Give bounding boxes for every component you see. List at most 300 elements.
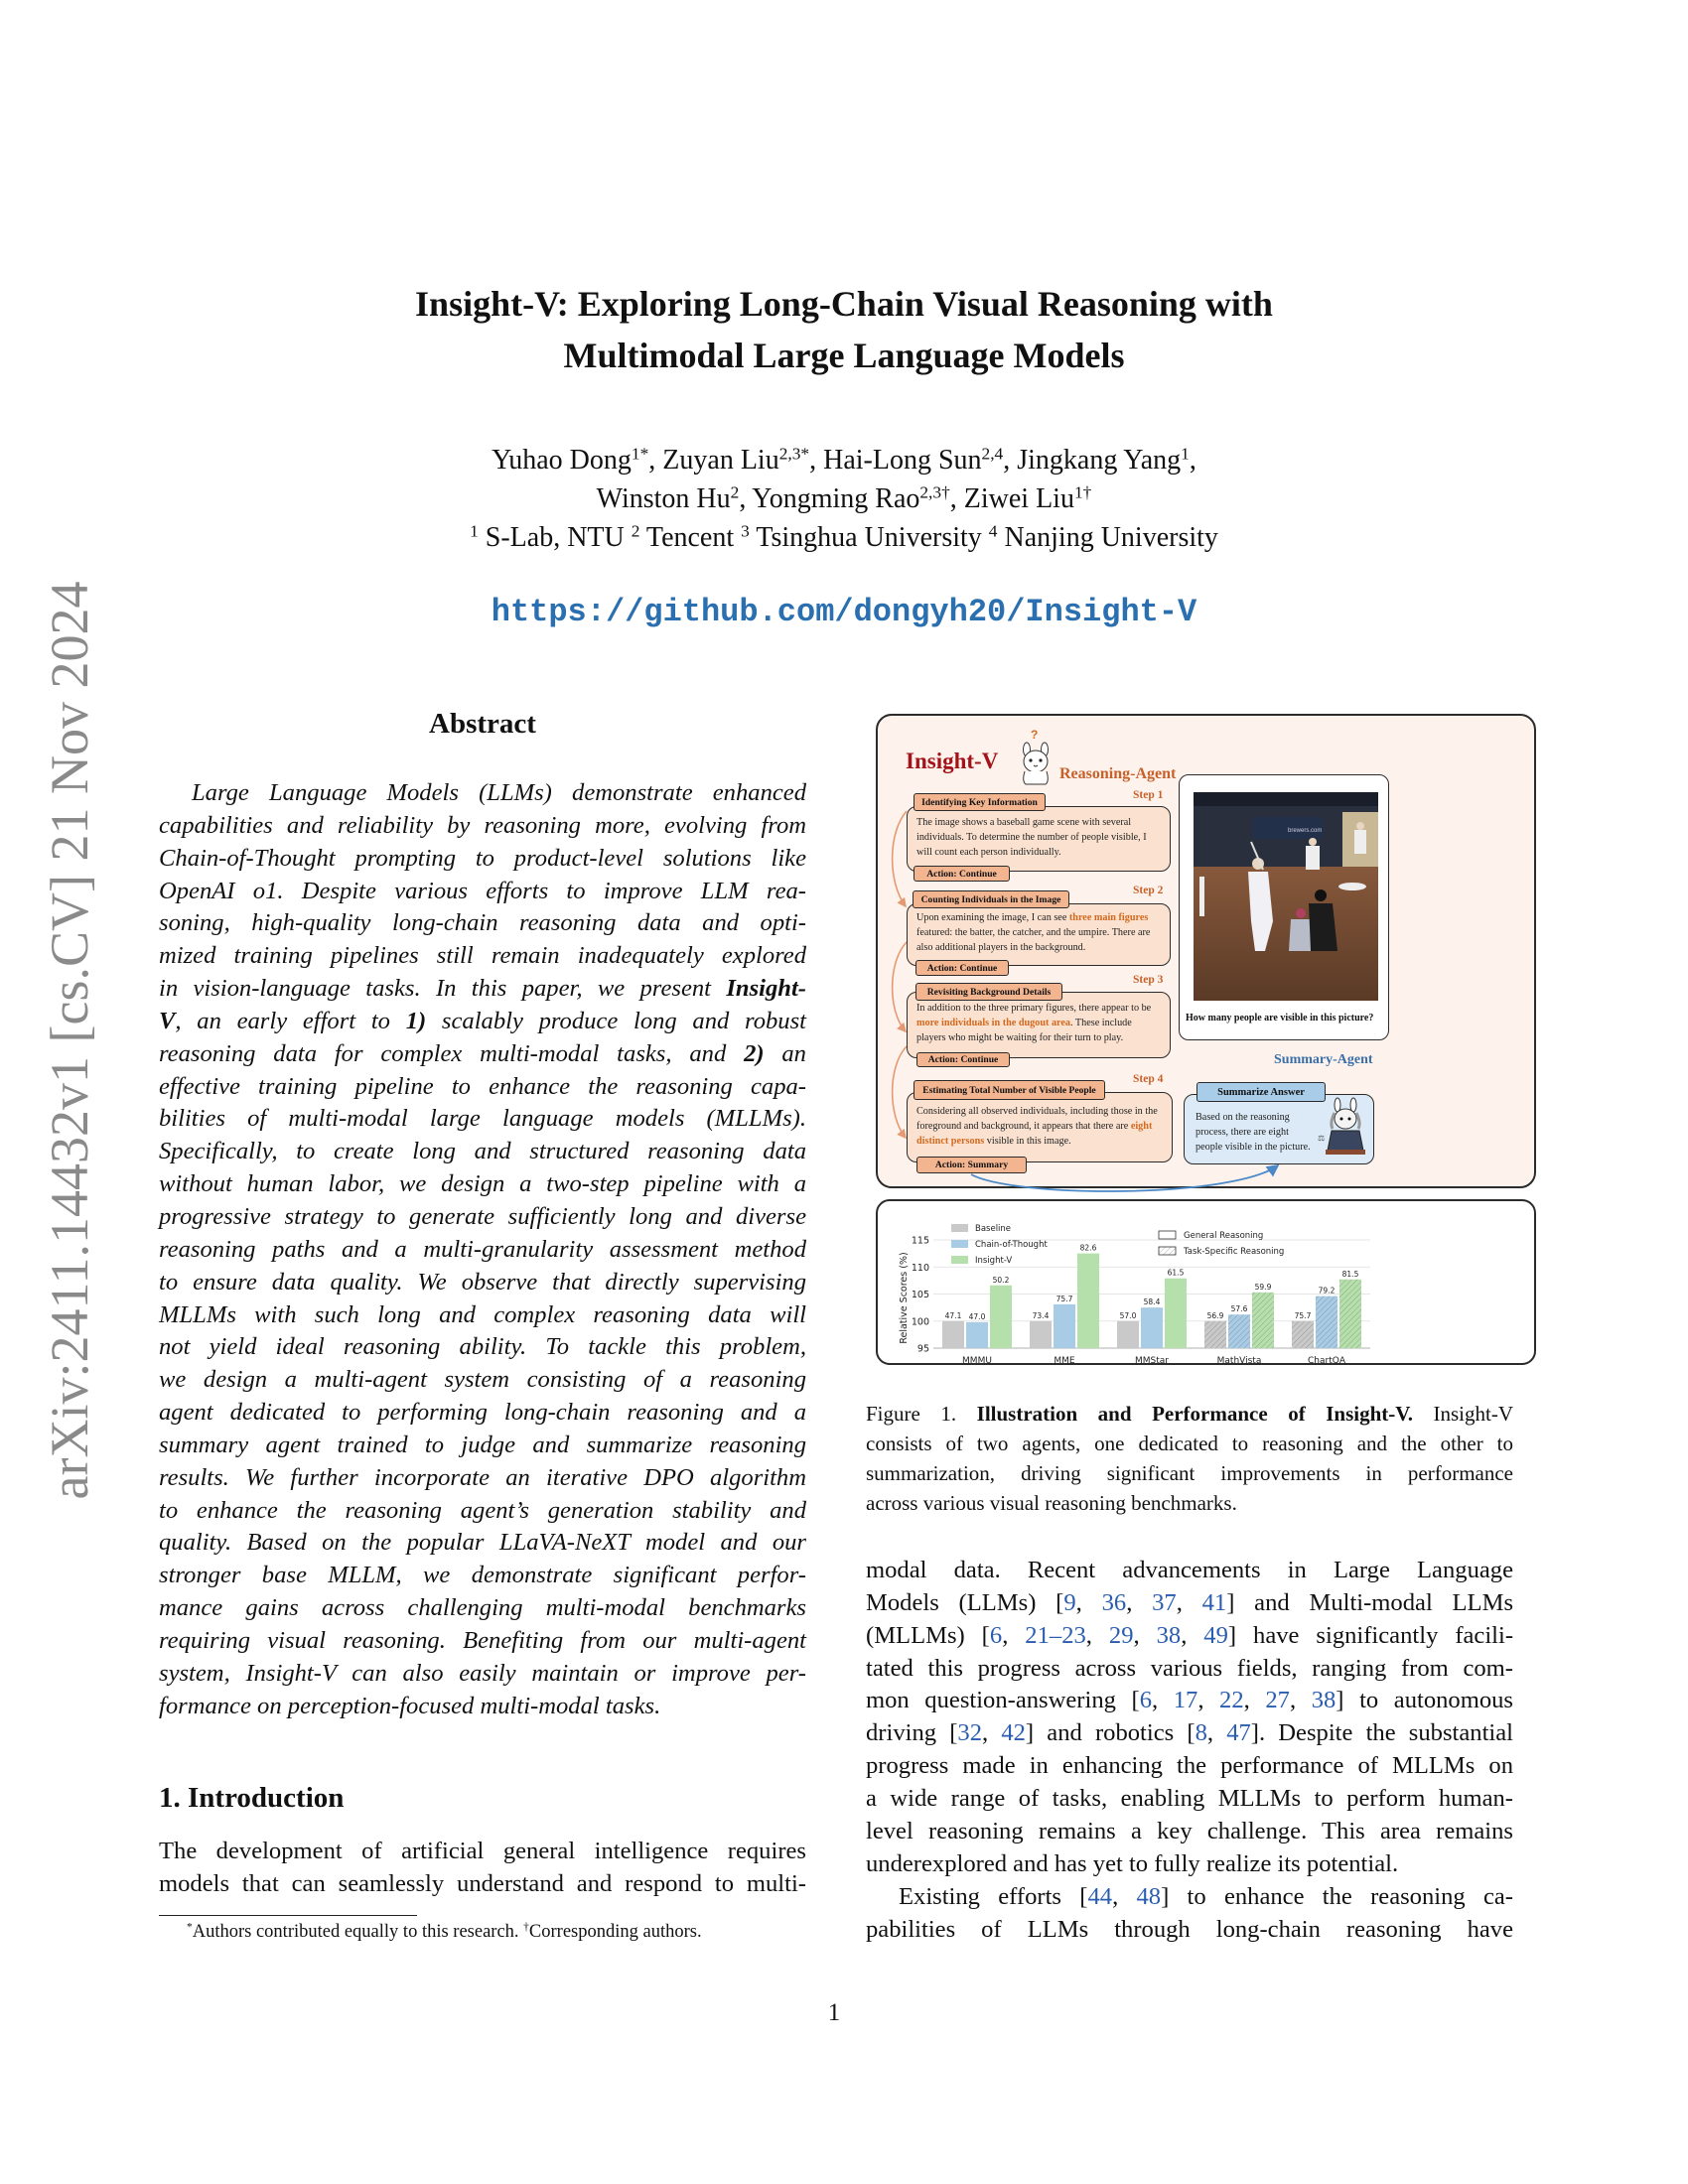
bar-value-label: 58.4 [1143,1297,1161,1307]
bar-value-label: 56.9 [1206,1310,1224,1320]
step-1-action: Action: Continue [914,866,1010,882]
bold-text: 1) [405,1007,427,1034]
citation-link[interactable]: 6 [989,1621,1003,1649]
x-tick-label: MathVista [1216,1356,1262,1366]
text-span: Based on the reasoning [1196,1112,1290,1123]
text-line [159,1430,806,1462]
bold-text: Insight- [726,975,806,1003]
text-span: reasoning data for complex multi-modal tasks, and [159,1039,745,1067]
text-line [1196,1111,1311,1126]
paper-title-line-1: Insight-V: Exploring Long-Chain Visual Reasoning with [415,284,1273,324]
text-span: , [1181,1621,1204,1649]
bar-hatch [1292,1321,1314,1348]
question-text: How many people are visible in this picture? [1186,1013,1374,1024]
text-span: , [1151,1687,1174,1714]
text-span: we design a multi-agent system consisting of a reasoning [159,1366,806,1394]
step-3-label: Step 3 [1133,974,1164,986]
citation-link[interactable]: 29 [1108,1621,1134,1649]
text-span: not yield ideal reasoning ability. To tackle this problem, [159,1333,806,1361]
step-arrow-3-4 [893,1046,907,1138]
text-line [0,479,1688,518]
text-line [916,1017,1151,1031]
page-number: 1 [827,1999,841,2026]
text-line [916,846,1147,861]
bar-insight-v [990,1286,1012,1348]
y-axis-label: Relative Scores (%) [899,1252,910,1344]
step-1-header: Identifying Key Information [914,793,1046,811]
text-span: system, Insight-V can also easily maintain or improve per- [159,1659,806,1687]
text-span: Figure 1. [866,1402,977,1426]
text-line [159,777,806,810]
text-span: a wide range of tasks, enabling MLLMs to perform human- [866,1784,1513,1812]
footnote-divider [159,1915,417,1916]
text-span: without human labor, we design a two-step pipeline with a [159,1170,806,1198]
text-span: consists of two agents, one dedicated to reasoning and the other to [866,1432,1513,1455]
bar-hatch [1316,1297,1337,1348]
summary-agent-label: Summary-Agent [1274,1052,1373,1067]
step-3-text [916,1002,1151,1045]
judge-llama-icon [1318,1097,1367,1157]
performance-chart [876,1199,1536,1365]
bold-text: Illustration and Performance of Insight-V. [976,1402,1413,1426]
text-line [866,1848,1513,1881]
text-span: , Yongming Rao [739,483,920,514]
text-line [916,816,1147,831]
text-span: to enhance the reasoning agent’s generation stability and [159,1496,806,1524]
text-span: mance gains across challenging multi-modal benchmarks [159,1594,806,1622]
text-span: quality. Based on the popular LLaVA-NeXT model and our [159,1529,806,1557]
text-line [159,1006,806,1038]
text-line [159,1267,806,1299]
text-span: ]. Despite the substantial [1250,1719,1514,1747]
text-span: ] have significantly facili- [1227,1621,1514,1649]
bar-value-label: 57.0 [1119,1310,1137,1320]
citation-link[interactable]: 9 [1063,1588,1076,1616]
bar-baseline [942,1321,964,1348]
insight-v-brand: Insight-V [906,749,999,773]
text-span: , [1206,1719,1227,1747]
citation-link[interactable]: 44 [1087,1883,1113,1910]
text-span: across various visual reasoning benchmarks. [866,1491,1237,1515]
y-tick-label: 110 [911,1262,929,1274]
text-line [916,1135,1158,1150]
text-span: players who might be waiting for their turn to play. [916,1031,1124,1043]
text-span: , [1189,445,1196,476]
legend-swatch [951,1240,968,1248]
highlight-text: eight [1130,1120,1153,1132]
text-line [159,1462,806,1495]
text-span: people visible in the picture. [1196,1141,1311,1153]
introduction-left-text [159,1836,806,1901]
legend-label: Chain-of-Thought [975,1240,1048,1250]
bar-chart [876,1199,1536,1365]
text-span: bilities of multi-modal large language models (MLLMs). [159,1105,806,1133]
step-4-action: Action: Summary [916,1157,1027,1173]
figure-caption [866,1399,1513,1518]
citation-link[interactable]: 21–23 [1025,1621,1086,1649]
text-span: progress made in enhancing the performance of MLLMs on [866,1752,1513,1780]
text-line [159,973,806,1006]
bar-insight-v [1077,1254,1099,1348]
svg-text:?: ? [1031,728,1039,742]
citation-link[interactable]: 38 [1156,1621,1182,1649]
highlight-text: more individuals in the dugout area [916,1017,1071,1028]
text-span: Authors contributed equally to this research. [192,1922,524,1942]
bar-value-label: 75.7 [1055,1294,1073,1303]
text-span: modal data. Recent advancements in Large Language [866,1557,1513,1583]
svg-text:brewers.com: brewers.com [1288,828,1323,834]
bar-value-label: 47.1 [944,1310,962,1320]
text-line [159,1658,806,1691]
legend-type-label: Task-Specific Reasoning [1184,1247,1285,1257]
text-line [159,843,806,876]
superscript: 4 [988,521,998,541]
superscript: 3 [741,521,750,541]
text-span: Models (LLMs) [ [866,1588,1064,1616]
text-span: , [1133,1621,1157,1649]
text-line [159,810,806,843]
bar-value-label: 73.4 [1032,1310,1050,1320]
text-line [159,1234,806,1267]
text-span: (MLLMs) [ [866,1621,990,1649]
text-line [916,1002,1151,1017]
text-line [866,1555,1513,1587]
introduction-right-paragraph-1 [866,1555,1513,1880]
text-line [916,926,1150,941]
text-span: mized training pipelines still remain inadequately explored [159,942,806,970]
highlight-text: three main figures [1068,912,1149,923]
citation-link[interactable]: 6 [1139,1687,1152,1714]
legend-type-label: General Reasoning [1184,1231,1264,1241]
text-span: reasoning paths and a multi-granularity assessment method [159,1235,806,1263]
text-line [916,1105,1158,1120]
citation-link[interactable]: 38 [1311,1687,1336,1714]
bold-text: V [159,1007,176,1034]
step-1-label: Step 1 [1133,789,1164,801]
text-line [159,1136,806,1168]
text-span: formance on perception-focused multi-modal tasks. [159,1692,661,1719]
step-2-text [916,911,1150,955]
text-span: scalably produce long and robust [426,1007,806,1034]
text-span: , Jingkang Yang [1003,445,1182,476]
legend-swatch [951,1224,968,1232]
superscript: 2 [730,482,740,502]
superscript: * [800,444,810,464]
superscript: 1 [631,444,640,464]
superscript: 2,4 [981,444,1004,464]
text-line [159,940,806,973]
text-line [0,518,1688,557]
text-line [866,1783,1513,1816]
text-span: to ensure data quality. We observe that directly supervising [159,1268,806,1296]
figure-illustration [876,714,1536,1188]
step-4-header: Estimating Total Number of Visible People [914,1080,1105,1100]
reasoning-agent-label: Reasoning-Agent [1059,765,1177,782]
citation-link[interactable]: 37 [1152,1588,1177,1616]
text-span: progressive strategy to generate sufficiently long and diverse [159,1202,806,1230]
text-span: level reasoning remains a key challenge. This area remains [866,1817,1513,1844]
text-span: summarization, driving significant improvements in performance [866,1461,1513,1485]
text-span: underexplored and has yet to fully realize its potential. [866,1849,1399,1877]
bold-text: 2) [744,1039,765,1067]
step-2-action: Action: Continue [915,960,1009,976]
text-line [159,1071,806,1104]
text-span: , [1085,1621,1109,1649]
citation-link[interactable]: 49 [1203,1621,1228,1649]
text-span: effective training pipeline to enhance the reasoning capa- [159,1072,806,1100]
legend-label: Insight-V [975,1256,1013,1266]
text-span: MLLMs with such long and complex reasoning data will [159,1300,806,1328]
text-span: ] to autonomous [1336,1687,1514,1714]
step-1-text [916,816,1147,860]
step-arrow-1-2 [893,811,907,906]
text-span: , [1112,1883,1137,1910]
text-line [866,1914,1513,1947]
bar-insight-v [1165,1279,1187,1348]
text-line [916,941,1150,956]
x-tick-label: MMStar [1135,1356,1169,1366]
text-span: , [1126,1588,1153,1616]
text-line [159,1103,806,1136]
text-span: , [1075,1588,1102,1616]
footnote [187,1922,702,1943]
text-line [159,907,806,940]
step-arrow-2-3 [893,942,907,1031]
citation-link[interactable]: 17 [1173,1687,1198,1714]
text-span: , [1002,1621,1026,1649]
citation-link[interactable]: 41 [1201,1588,1227,1616]
text-span: In addition to the three primary figures, there appear to be [916,1003,1152,1014]
text-span: . These include [1070,1017,1132,1028]
text-line [159,1364,806,1397]
bar-hatch [1252,1293,1274,1348]
arxiv-identifier[interactable]: arXiv:2411.14432v1 [cs.CV] 21 Nov 2024 [40,581,99,1500]
text-line [159,1299,806,1332]
bar-value-label: 81.5 [1341,1269,1359,1279]
text-span: , an early effort to [175,1007,406,1034]
y-tick-label: 100 [911,1316,929,1328]
text-span: Chain-of-Thought prompting to product-level solutions like [159,844,806,872]
text-line [866,1717,1513,1750]
text-line [916,911,1150,926]
text-span: results. We further incorporate an iterative DPO algorithm [159,1463,806,1491]
text-span: ] and Multi-modal LLMs [1226,1588,1514,1616]
abstract-heading: Abstract [429,708,536,740]
text-span: process, there are eight [1196,1126,1289,1138]
text-line [159,1560,806,1592]
text-span: ] to enhance the reasoning ca- [1161,1883,1513,1910]
text-line [866,1816,1513,1848]
superscript: * [187,1921,193,1934]
github-link[interactable]: https://github.com/dongyh20/Insight-V [491,594,1197,630]
text-span: also additional players in the background. [916,941,1086,953]
text-line [159,1331,806,1364]
text-line [866,1620,1513,1653]
text-span: mon question-answering [ [866,1687,1140,1714]
bar-value-label: 50.2 [992,1275,1010,1285]
text-line [866,1587,1513,1620]
superscript: † [523,1921,529,1934]
text-span: Upon examining the image, I can see [916,912,1069,923]
text-span: ] and robotics [ [1025,1719,1196,1747]
text-line [866,1750,1513,1783]
bar-value-label: 47.0 [968,1311,986,1321]
text-span: Specifically, to create long and structured reasoning data [159,1138,806,1165]
citation-link[interactable]: 42 [1001,1719,1026,1747]
text-line [159,1168,806,1201]
text-span: , [982,1719,1002,1747]
text-line [187,1922,702,1943]
text-span: summary agent trained to judge and summarize reasoning [159,1431,806,1458]
text-span: requiring visual reasoning. Benefiting from our multi-agent [159,1626,806,1654]
text-span: Existing efforts [ [899,1883,1088,1910]
citation-link[interactable]: 8 [1195,1719,1207,1747]
superscript: 1 [1181,444,1190,464]
text-line [866,1458,1513,1488]
bar-value-label: 61.5 [1167,1268,1185,1278]
introduction-heading: 1. Introduction [159,1782,345,1814]
baseball-photo [1194,792,1378,1001]
text-line [159,1625,806,1658]
step-3-action: Action: Continue [916,1052,1010,1067]
paper-title-line-2: Multimodal Large Language Models [563,336,1125,375]
step-2-header: Counting Individuals in the Image [913,890,1069,908]
x-tick-label: ChartQA [1308,1356,1345,1366]
text-line [159,1201,806,1234]
text-span: The image shows a baseball game scene with several [916,817,1132,828]
text-span: , [1176,1588,1202,1616]
text-span: in vision-language tasks. In this paper, we present [159,975,727,1003]
text-line [866,1653,1513,1686]
text-line [159,1527,806,1560]
x-tick-label: MMMU [962,1356,992,1366]
superscript: 2 [631,521,640,541]
text-line [159,1836,806,1868]
bar-value-label: 75.7 [1294,1310,1312,1320]
citation-link[interactable]: 32 [957,1719,982,1747]
text-span: Considering all observed individuals, including those in the [916,1106,1158,1117]
introduction-right-paragraph-2 [866,1881,1513,1947]
text-line [159,1592,806,1625]
bar-hatch [1339,1280,1361,1348]
y-tick-label: 115 [911,1235,929,1247]
svg-text:⚖: ⚖ [1318,1134,1326,1143]
text-span: S-Lab, NTU [478,522,632,553]
legend-swatch [951,1256,968,1264]
text-line [159,1038,806,1071]
abstract-body [159,777,806,1722]
bar-hatch [1204,1321,1226,1348]
text-line [0,441,1688,479]
text-span: capabilities and reliability by reasoning more, evolving from [159,811,806,839]
text-line [1196,1141,1311,1156]
text-span: Large Language Models (LLMs) demonstrate enhanced [192,779,806,806]
text-line [159,1691,806,1723]
step-2-label: Step 2 [1133,885,1164,896]
superscript: 1 [470,521,479,541]
llama-mascot-icon [1018,728,1054,785]
text-span: featured: the batter, the catcher, and the umpire. There are [916,926,1151,938]
text-line [866,1881,1513,1914]
text-line [866,1399,1513,1429]
citation-link[interactable]: 27 [1265,1687,1290,1714]
legend-type-swatch [1159,1231,1176,1239]
x-tick-label: MME [1054,1356,1075,1366]
text-span: tated this progress across various fields, ranging from com- [866,1654,1513,1682]
bar-chain-of-thought [1141,1307,1163,1348]
step-3-header: Revisiting Background Details [915,983,1062,1001]
step-4-label: Step 4 [1133,1073,1164,1085]
text-line [159,876,806,908]
citation-link[interactable]: 36 [1101,1588,1127,1616]
text-span: Winston Hu [596,483,731,514]
y-tick-label: 95 [916,1343,929,1355]
text-span: stronger base MLLM, we demonstrate significant perfor- [159,1562,806,1589]
text-span: soning, high-quality long-chain reasoning data and opti- [159,909,806,937]
text-span: models that can seamlessly understand and respond to multi- [159,1869,806,1897]
text-line [916,1031,1151,1046]
citation-link[interactable]: 48 [1136,1883,1162,1910]
text-span: Nanjing University [997,522,1218,553]
text-span: driving [ [866,1719,958,1747]
citation-link[interactable]: 47 [1226,1719,1251,1747]
superscript: 2,3 [778,444,801,464]
text-line [866,1429,1513,1458]
summary-text [1196,1111,1311,1155]
legend-label: Baseline [975,1224,1012,1234]
summary-header: Summarize Answer [1196,1082,1326,1102]
text-span: The development of artificial general intelligence requires [159,1838,806,1864]
text-span: individuals. To determine the number of people visible, I [916,831,1147,843]
text-span: Yuhao Dong [492,445,632,476]
text-span: will count each person individually. [916,846,1061,858]
text-span: Corresponding authors. [528,1922,702,1942]
legend-type-swatch [1159,1247,1176,1255]
text-span: OpenAI o1. Despite various efforts to improve LLM rea- [159,877,806,904]
text-span: pabilities of LLMs through long-chain reasoning have [866,1915,1513,1943]
text-line [916,1120,1158,1135]
y-tick-label: 105 [911,1290,929,1300]
text-span: Insight-V [1412,1402,1513,1426]
text-line [159,1495,806,1528]
bar-hatch [1228,1314,1250,1348]
bar-value-label: 57.6 [1230,1304,1248,1314]
bar-value-label: 79.2 [1318,1286,1336,1296]
text-span: , Ziwei Liu [949,483,1074,514]
text-span: , Hai-Long Sun [809,445,982,476]
bar-chain-of-thought [966,1322,988,1348]
citation-link[interactable]: 22 [1219,1687,1244,1714]
step-4-text [916,1105,1158,1149]
superscript: 2,3† [919,482,950,502]
text-line [866,1488,1513,1518]
bar-chain-of-thought [1054,1304,1075,1348]
text-span: , [1289,1687,1312,1714]
superscript: * [639,444,649,464]
text-span: an [764,1039,806,1067]
highlight-text: distinct persons [916,1135,985,1147]
text-span: , Zuyan Liu [648,445,779,476]
superscript: 1† [1073,482,1092,502]
text-line [916,831,1147,846]
text-line [866,1685,1513,1717]
bar-value-label: 82.6 [1079,1243,1097,1253]
text-span: , [1197,1687,1220,1714]
text-span: Tsinghua University [749,522,989,553]
text-line [159,1868,806,1901]
text-line [159,1397,806,1430]
text-span: , [1243,1687,1266,1714]
